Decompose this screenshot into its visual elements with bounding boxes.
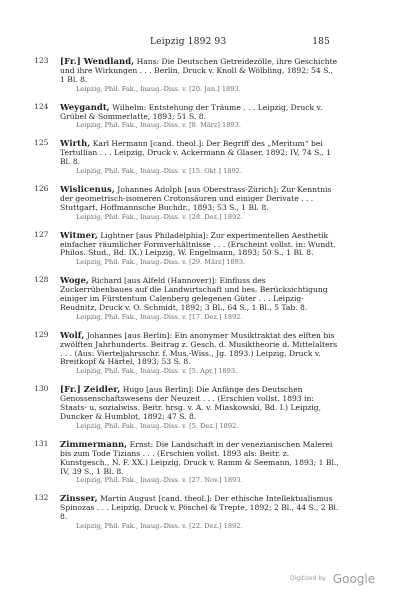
entry-dissertation-note: Leipzig, Phil. Fak., Inaug.-Diss. v. [8. März] 1893. [76, 121, 241, 130]
entry-number: 129 [34, 329, 49, 339]
entry-author: Wirth, [60, 138, 91, 149]
list-item [34, 183, 340, 222]
entry-text [60, 185, 340, 213]
page-number: 185 [312, 37, 330, 47]
google-watermark [290, 568, 375, 587]
entry-description: Hugo [aus Berlin]: Die Anfänge des Deutschen Genossenschaftswesens der Neuzeit . . . (Erschien vollst. 1893 in: Staats- u. sozialwiss. Beitr. hrsg. v. A. v. Miaskowski, Bd. I.) Leipzig, Duncker & Humblot, 1892; 47 S. 8. [60, 385, 322, 421]
entry-dissertation-note: Leipzig, Phil. Fak., Inaug.-Diss. v. [28. Dez.] 1892. [76, 212, 243, 221]
list-item [34, 138, 340, 176]
entry-list [34, 56, 340, 540]
entry-text [60, 276, 340, 313]
entry-dissertation-note: Leipzig, Phil. Fak., Inaug.-Diss. v. [22. Dez.] 1892. [76, 522, 243, 531]
entry-description: Hans: Die Deutschen Getreidezölle, ihre Geschichte und ihre Wirkungen . . . Berlin, Druck v. Knoll & Wölbling, 1892; 54 S., 1 Bl. 8. [60, 57, 338, 84]
entry-dissertation-note: Leipzig, Phil. Fak., Inaug.-Diss. v. [17. Dez.] 1892. [76, 312, 243, 321]
entry-author: [Fr.] Wendland, [60, 56, 135, 66]
entry-description: Martin August [cand. theol.]: Der ethische Intellektualismus Spinozas . . . Leipzig, Druck v. Pöschel & Trepte, 1892; 2 Bl., 44 S., 2 Bl. 8. [60, 494, 339, 522]
entry-dissertation-note: Leipzig, Phil. Fak., Inaug.-Diss. v. [15. Okt.] 1892. [76, 167, 242, 176]
entry-number: 132 [34, 493, 49, 503]
entry-text [60, 57, 340, 85]
entry-number: 123 [34, 56, 49, 65]
entry-number: 131 [34, 438, 49, 448]
entry-dissertation-note: Leipzig, Phil. Fak., Inaug.-Diss. v. [5. Dez.] 1892. [76, 421, 239, 430]
digitized-label: Digitized by [290, 575, 326, 582]
entry-text [60, 494, 340, 522]
entry-description: Karl Hermann [cand. theol.]: Der Begriff des „Meritum“ bei Tertullian . . . Leipzig, Druck v. Ackermann & Glaser, 1892; IV, 74 S., 1 Bl. 8. [60, 139, 332, 167]
entry-number: 124 [34, 101, 49, 111]
entry-author: Zimmermann, [60, 438, 128, 449]
entry-text [60, 331, 340, 368]
entry-description: Johannes Adolph [aus Oberstrass-Zürich]: Zur Kenntnis der geometrisch-isomeren Crotonsäuren und einiger Derivate . . . Stuttgart, Hoffmannsche Buchdr., 1893; 53 S., 1 Bl. 8. [60, 184, 332, 212]
entry-number: 128 [34, 275, 49, 285]
list-item [34, 275, 340, 322]
entry-author: Wolf, [60, 329, 85, 340]
entry-dissertation-note: Leipzig, Phil. Fak., Inaug.-Diss. v. [20. Jan.] 1893. [76, 84, 241, 93]
entry-description: Johannes [aus Berlin]: Ein anonymer Musiktraktat des elften bis zwölften Jahrhunderts. Beitrag z. Gesch. d. Musiktheorie d. Mittelalters . . . (Aus: Vierteljahrsschr. f. Mus.-Wiss., Jg. 1893.) Leipzig, Druck v. Breitkopf & Härtel, 1893; 53 S. 8. [60, 330, 338, 367]
entry-dissertation-note: Leipzig, Phil. Fak., Inaug.-Diss. v. [27. Nov.] 1893. [76, 476, 243, 485]
entry-text [60, 103, 340, 122]
entry-text [60, 231, 340, 259]
entry-number: 125 [34, 138, 49, 148]
entry-number: 127 [34, 229, 49, 239]
list-item [34, 493, 340, 531]
entry-author: Wislicenus, [60, 183, 115, 194]
entry-author: Zinsser, [60, 493, 98, 504]
entry-text [60, 139, 340, 167]
header-title: Leipzig 1892 93 [150, 37, 227, 47]
list-item [34, 229, 340, 268]
entry-description: Richard [aus Alfeld (Hannover)]: Einfluss des Zuckerrübenbaues auf die Landwirtschaft und bes. Berücksichtigung einiger im Fürstentum Calenberg gelegenen Güter . . . Leipzig-Reudnitz, Druck v. O. Schmidt, 1892; 3 Bl., 64 S., 1 Bl., 5 Tab. 8. [60, 276, 328, 312]
entry-author: [Fr.] Zeidler, [60, 384, 121, 395]
list-item [34, 384, 340, 431]
list-item [34, 101, 340, 131]
entry-number: 130 [34, 384, 49, 394]
entry-dissertation-note: Leipzig, Phil. Fak., Inaug.-Diss. v. [5. Apr.] 1893. [76, 367, 238, 376]
entry-dissertation-note: Leipzig, Phil. Fak., Inaug.-Diss. v. [29. März] 1893. [76, 258, 246, 267]
entry-author: Weygandt, [60, 101, 110, 112]
entry-number: 126 [34, 183, 49, 193]
entry-text [60, 440, 340, 477]
google-logo: Google [332, 571, 376, 586]
entry-description: Wilhelm: Entstehung der Träume . . . Leipzig, Druck v. Grübel & Sommerlatte, 1893; 51 S. 8. [60, 102, 323, 121]
entry-description: Lightner [aus Philadelphia]: Zur experimentellen Aesthetik einfacher räumlicher Formverhältnisse . . . (Erscheint vollst. in: Wundt, Philos. Stud., Bd. IX.) Leipzig, W. Engelmann, 1893; 50 S., 1 Bl. 8. [60, 230, 336, 258]
list-item [34, 438, 340, 486]
list-item [34, 329, 340, 377]
entry-text [60, 385, 340, 422]
entry-author: Woge, [60, 275, 89, 286]
entry-author: Witmer, [60, 229, 98, 240]
list-item [34, 56, 340, 94]
entry-description: Ernst: Die Landschaft in der venezianischen Malerei bis zum Tode Tizians . . . (Erschien vollst. 1893 als: Beitr. z. Kunstgesch., N. F. XX.) Leipzig, Druck v. Ramm & Seemann, 1893; 1 Bl., IV, 39 S., 1 Bl. 8. [60, 439, 339, 476]
